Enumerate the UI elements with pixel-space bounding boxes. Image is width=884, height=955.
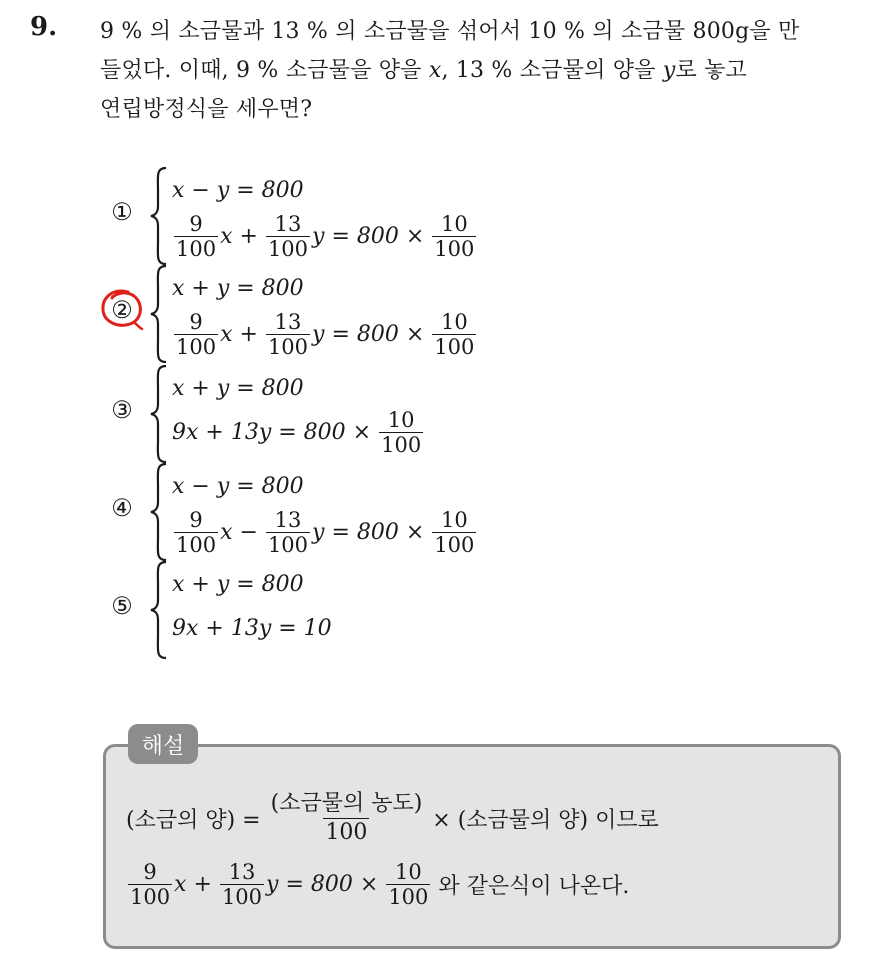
term: x + — [220, 223, 258, 249]
option-5-equation-2 — [172, 600, 332, 656]
fraction-denominator: 100 — [267, 334, 309, 359]
fraction-denominator: 100 — [381, 432, 422, 457]
fraction-numerator: 13 — [274, 211, 302, 236]
option-3-equation-1: x + y = 800 — [172, 375, 304, 401]
term: y = 800 × — [312, 223, 425, 249]
fraction-numerator: 9 — [143, 859, 157, 884]
fraction-denominator: 100 — [325, 819, 368, 845]
answer-mark-circle-icon — [98, 286, 148, 332]
option-4-equation-1: x − y = 800 — [172, 473, 304, 499]
solution-tag: 해설 — [128, 724, 198, 764]
option-3-equation-2 — [172, 404, 425, 460]
solution-term: (소금의 양) = — [126, 807, 261, 833]
fraction — [174, 212, 218, 261]
term: y = 800 × — [312, 321, 425, 347]
option-1[interactable] — [108, 166, 528, 266]
solution-term: × (소금물의 양) 이므로 — [432, 807, 659, 833]
fraction-numerator: 13 — [274, 507, 302, 532]
fraction-numerator: 10 — [394, 859, 422, 884]
fraction — [432, 310, 476, 359]
left-brace-icon — [148, 364, 170, 464]
variable-y: y — [662, 58, 676, 83]
fraction — [220, 860, 264, 909]
option-5[interactable] — [108, 560, 528, 660]
fraction — [269, 790, 425, 847]
fraction — [266, 508, 310, 557]
fraction-numerator: 13 — [274, 309, 302, 334]
term: x + — [174, 871, 212, 897]
fraction-numerator: 10 — [440, 211, 468, 236]
term: x + — [220, 321, 258, 347]
solution-line-2 — [126, 852, 629, 916]
option-1-equation-1: x − y = 800 — [172, 177, 304, 203]
question-line-1: 9 % 의 소금물과 13 % 의 소금물을 섞어서 10 % 의 소금물 800g을 만 — [100, 19, 800, 44]
option-5-label: ⑤ — [111, 592, 133, 620]
fraction — [379, 408, 423, 457]
fraction-denominator: 100 — [267, 236, 309, 261]
option-5-equation-1: x + y = 800 — [172, 571, 304, 597]
option-3-label: ③ — [111, 396, 133, 424]
term: x − — [220, 519, 258, 545]
fraction — [128, 860, 172, 909]
fraction-numerator: 10 — [440, 309, 468, 334]
term: 9x + 13y = 10 — [172, 615, 332, 641]
fraction-numerator: 10 — [387, 407, 415, 432]
fraction-numerator: 13 — [228, 859, 256, 884]
term: y = 800 × — [266, 871, 379, 897]
fraction-denominator: 100 — [267, 532, 309, 557]
option-3[interactable] — [108, 364, 528, 464]
option-4-label: ④ — [111, 494, 133, 522]
fraction-denominator: 100 — [176, 532, 217, 557]
fraction-numerator: (소금물의 농도) — [270, 790, 423, 816]
variable-x: x — [428, 58, 442, 83]
fraction-denominator: 100 — [221, 884, 263, 909]
fraction — [266, 310, 310, 359]
fraction-denominator: 100 — [434, 334, 475, 359]
fraction — [386, 860, 430, 909]
fraction-denominator: 100 — [130, 884, 171, 909]
fraction — [174, 310, 218, 359]
option-1-label: ① — [111, 198, 133, 226]
fraction-denominator: 100 — [176, 236, 217, 261]
fraction-denominator: 100 — [388, 884, 429, 909]
option-2-equation-1: x + y = 800 — [172, 275, 304, 301]
left-brace-icon — [148, 166, 170, 266]
left-brace-icon — [148, 560, 170, 660]
question-number: 9. — [30, 12, 58, 42]
question-line-2-part-c: 로 놓고 — [675, 58, 748, 83]
question-line-3: 연립방정식을 세우면? — [100, 97, 313, 122]
fraction — [432, 212, 476, 261]
term: y = 800 × — [312, 519, 425, 545]
fraction-numerator: 10 — [440, 507, 468, 532]
fraction — [266, 212, 310, 261]
option-2-equation-2 — [172, 306, 478, 362]
left-brace-icon — [148, 462, 170, 562]
fraction-numerator: 9 — [189, 507, 203, 532]
solution-line-1 — [126, 786, 659, 850]
fraction — [432, 508, 476, 557]
term: 9x + 13y = 800 × — [172, 419, 372, 445]
question-line-2 — [100, 51, 870, 90]
fraction-numerator: 9 — [189, 309, 203, 334]
option-4[interactable] — [108, 462, 528, 562]
fraction-numerator: 9 — [189, 211, 203, 236]
fraction-denominator: 100 — [176, 334, 217, 359]
left-brace-icon — [148, 264, 170, 364]
question-text — [100, 12, 870, 129]
solution-term: 와 같은식이 나온다. — [438, 873, 630, 899]
option-4-equation-2 — [172, 504, 478, 560]
question-line-2-part-a: 들었다. 이때, 9 % 소금물을 양을 — [100, 58, 429, 83]
option-2-label: ② — [111, 296, 133, 324]
fraction-denominator: 100 — [434, 236, 475, 261]
question-line-2-part-b: , 13 % 소금물의 양을 — [441, 58, 663, 83]
fraction — [174, 508, 218, 557]
option-1-equation-2 — [172, 208, 478, 264]
fraction-denominator: 100 — [434, 532, 475, 557]
option-2[interactable] — [108, 264, 528, 364]
